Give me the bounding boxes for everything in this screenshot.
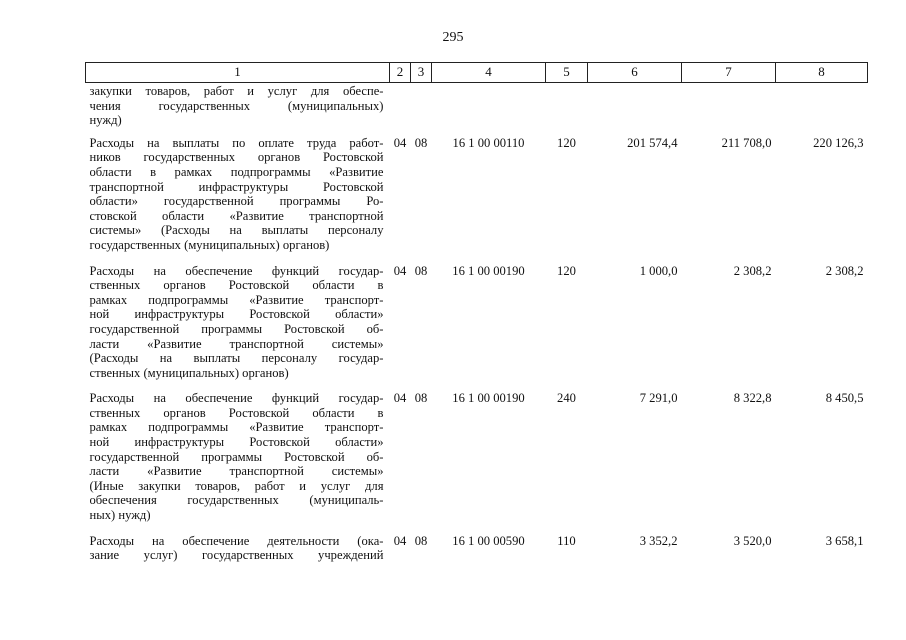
cell-amount-col6: 201 574,4 [627,135,678,150]
cell-section: 04 [393,135,407,150]
cell-amount-col8: 2 308,2 [825,263,864,278]
cell-expense-type: 110 [557,533,576,548]
description-line: области» государственной программы Ро- [89,194,384,209]
cell-amount-col8: 3 658,1 [825,533,864,548]
cell-section: 04 [393,533,407,548]
description-line: обеспечения государственных (муниципаль- [89,493,384,508]
row-description [86,83,390,136]
description-line: рамках подпрограммы «Развитие транспорт- [89,420,384,435]
row-description [86,391,390,533]
description-line: (Иные закупки товаров, работ и услуг для [89,478,384,493]
description-line: государственных (муниципальных) органов) [89,237,330,252]
description-line: Расходы на обеспечение функций государ- [89,263,384,278]
description-line: (Расходы на выплаты персоналу государ- [89,351,384,366]
description-line: закупки товаров, работ и услуг для обеспе- [89,84,384,98]
table-header-row [86,63,868,83]
description-line: Расходы на обеспечение деятельности (ока- [89,533,384,548]
description-line: ственных органов Ростовской области в [89,278,384,293]
cell-amount-col6 [588,83,682,136]
header-col-2: 2 [390,63,411,83]
description-line: ласти «Развитие транспортной системы» [89,336,384,351]
cell-amount-col7 [682,83,776,136]
description-line: государственной программы Ростовской об- [89,321,384,336]
cell-target-article: 16 1 00 00590 [452,533,525,548]
table-row [86,83,868,136]
description-line: ной инфраструктуры Ростовской области» [89,435,384,450]
cell-section [390,83,411,136]
description-line: зание услуг) государственных учреждений [89,548,384,563]
row-description [86,264,390,392]
description-line: ласти «Развитие транспортной системы» [89,464,384,479]
cell-amount-col7: 8 322,8 [733,391,772,406]
description-line: государственной программы Ростовской об- [89,449,384,464]
cell-subsection: 08 [414,391,428,406]
table-row [86,264,868,392]
description-line: ников государственных органов Ростовской [89,150,384,165]
cell-amount-col6: 3 352,2 [639,533,678,548]
row-description [86,534,390,574]
header-col-8: 8 [776,63,868,83]
cell-section: 04 [393,391,407,406]
cell-amount-col8 [776,83,868,136]
cell-amount-col6: 1 000,0 [639,263,678,278]
cell-subsection: 08 [414,263,428,278]
cell-expense-type: 120 [557,135,576,150]
description-line: рамках подпрограммы «Развитие транспорт- [89,292,384,307]
description-line: чения государственных (муниципальных) [89,98,384,113]
cell-subsection [411,83,432,136]
cell-amount-col7: 2 308,2 [733,263,772,278]
description-line: области в рамках подпрограммы «Развитие [89,164,384,179]
cell-subsection: 08 [414,533,428,548]
cell-target-article: 16 1 00 00190 [452,263,525,278]
description-line: ных) нужд) [89,508,151,523]
description-line: транспортной инфраструктуры Ростовской [89,179,384,194]
cell-expense-type: 120 [557,263,576,278]
description-line: ственных органов Ростовской области в [89,405,384,420]
table-row [86,534,868,574]
cell-amount-col6: 7 291,0 [639,391,678,406]
cell-expense-type: 240 [557,391,576,406]
table-row [86,136,868,264]
table-row [86,391,868,533]
cell-target-article: 16 1 00 00190 [452,391,525,406]
cell-amount-col8: 220 126,3 [813,135,864,150]
header-col-4: 4 [432,63,546,83]
cell-amount-col8: 8 450,5 [825,391,864,406]
cell-target-article [432,83,546,136]
header-col-5: 5 [546,63,588,83]
header-col-7: 7 [682,63,776,83]
cell-section: 04 [393,263,407,278]
header-col-6: 6 [588,63,682,83]
description-line: ственных (муниципальных) органов) [89,365,289,380]
description-line: Расходы на выплаты по оплате труда работ- [89,135,384,150]
row-description [86,136,390,264]
budget-table [85,62,868,574]
description-line: системы» (Расходы на выплаты персоналу [89,223,384,238]
header-col-1: 1 [86,63,390,83]
cell-subsection: 08 [414,135,428,150]
description-line: нужд) [89,113,122,128]
description-line: стовской области «Развитие транспортной [89,208,384,223]
budget-table-container [85,62,867,574]
cell-target-article: 16 1 00 00110 [452,135,525,150]
cell-amount-col7: 211 708,0 [721,135,772,150]
page-number: 295 [442,30,464,45]
description-line: ной инфраструктуры Ростовской области» [89,307,384,322]
description-line: Расходы на обеспечение функций государ- [89,391,384,406]
cell-expense-type [546,83,588,136]
header-col-3: 3 [411,63,432,83]
cell-amount-col7: 3 520,0 [733,533,772,548]
